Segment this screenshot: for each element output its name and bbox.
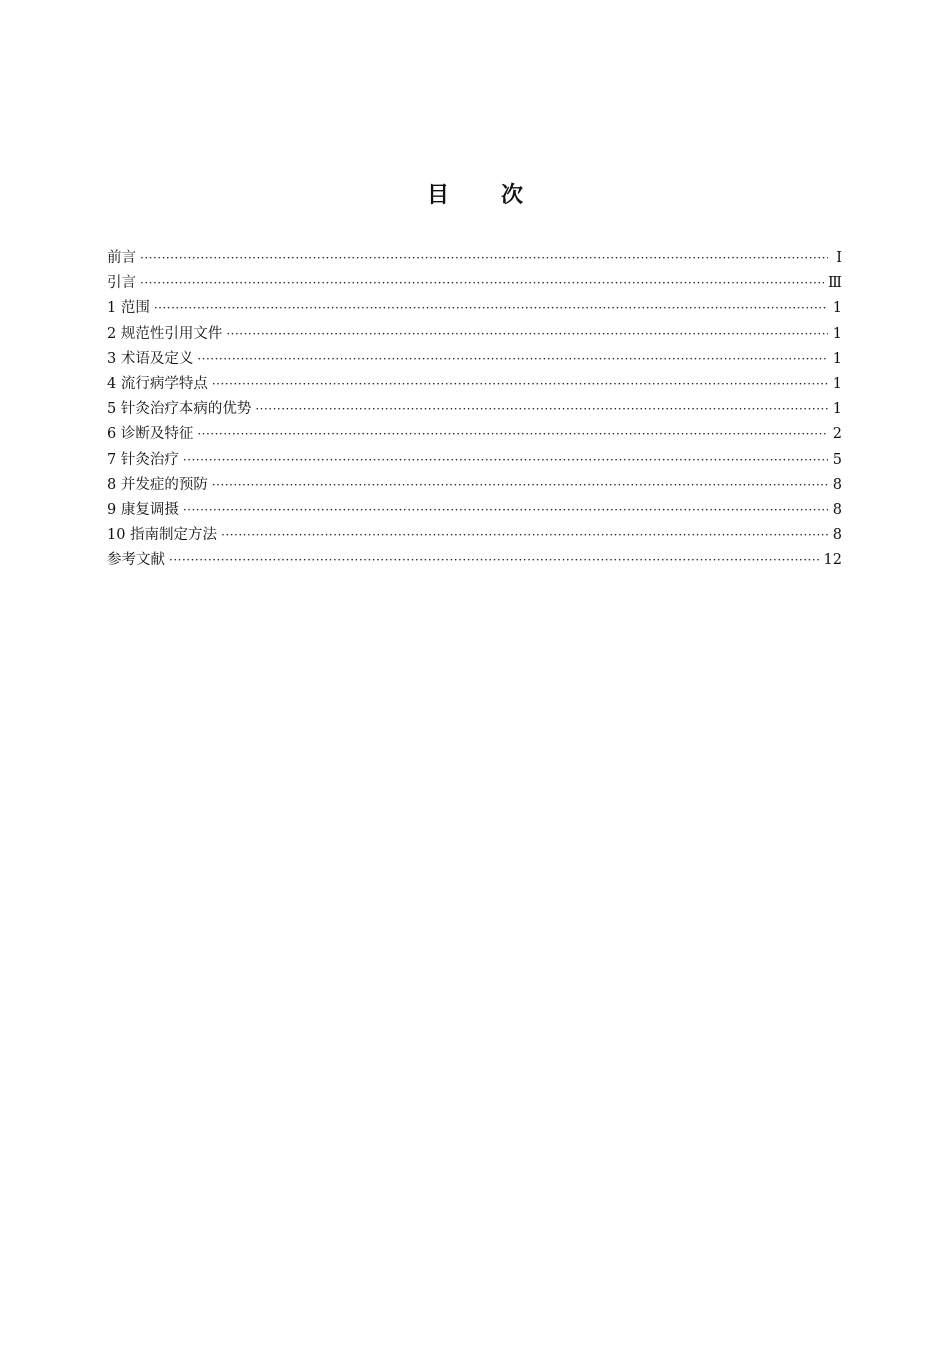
title-char-2: 次 [501, 183, 524, 208]
page-title [0, 178, 950, 209]
toc-page-number: Ⅲ [828, 275, 842, 292]
toc-leader-dots [221, 523, 828, 548]
toc-item-acupuncture-treatment[interactable] [107, 448, 842, 473]
toc-leader-dots [212, 473, 828, 498]
toc-item-scope[interactable] [107, 296, 842, 321]
toc-page-number: 1 [832, 300, 842, 317]
toc-item-diagnosis[interactable] [107, 422, 842, 447]
toc-page-number: 8 [832, 501, 842, 518]
toc-item-label: 2 规范性引用文件 [107, 325, 223, 342]
toc-item-guideline-methods[interactable] [107, 523, 842, 548]
title-char-1: 目 [426, 183, 449, 208]
toc-item-label: 参考文献 [107, 552, 165, 569]
toc-leader-dots [183, 448, 828, 473]
toc-page-number: Ⅰ [836, 250, 842, 266]
toc-item-foreword[interactable] [107, 246, 842, 271]
toc-leader-dots [169, 548, 820, 573]
toc-page-number: 1 [832, 401, 842, 418]
toc-item-label: 3 术语及定义 [107, 350, 194, 367]
toc-item-rehabilitation[interactable] [107, 498, 842, 523]
toc-item-normative-references[interactable] [107, 322, 842, 347]
toc-item-terms-definitions[interactable] [107, 347, 842, 372]
toc-leader-dots [140, 246, 828, 271]
toc-item-label: 10 指南制定方法 [107, 527, 218, 544]
toc-page-number: 8 [832, 527, 842, 544]
toc-item-label: 前言 [107, 250, 136, 266]
toc-page-number: 1 [832, 325, 842, 342]
toc-item-label: 7 针灸治疗 [107, 451, 179, 468]
toc-item-label: 引言 [107, 275, 136, 292]
toc-leader-dots [140, 271, 824, 296]
table-of-contents [107, 246, 842, 573]
toc-page-number: 12 [823, 552, 842, 569]
toc-item-label: 5 针灸治疗本病的优势 [107, 401, 252, 418]
toc-leader-dots [226, 322, 828, 347]
toc-leader-dots [197, 422, 828, 447]
toc-leader-dots [154, 296, 828, 321]
toc-item-label: 9 康复调摄 [107, 501, 179, 518]
toc-page-number: 5 [832, 451, 842, 468]
toc-item-label: 4 流行病学特点 [107, 375, 208, 392]
toc-item-label: 8 并发症的预防 [107, 476, 208, 493]
toc-page-number: 8 [832, 476, 842, 493]
toc-leader-dots [197, 347, 828, 372]
toc-item-epidemiology[interactable] [107, 372, 842, 397]
toc-leader-dots [255, 397, 828, 422]
toc-item-complication-prevention[interactable] [107, 473, 842, 498]
toc-page-number: 1 [832, 375, 842, 392]
toc-leader-dots [212, 372, 828, 397]
toc-leader-dots [183, 498, 828, 523]
toc-item-introduction[interactable] [107, 271, 842, 296]
toc-item-label: 1 范围 [107, 300, 150, 317]
toc-item-advantages[interactable] [107, 397, 842, 422]
toc-page-number: 1 [832, 350, 842, 367]
toc-item-references[interactable] [107, 548, 842, 573]
toc-page-number: 2 [832, 426, 842, 443]
toc-item-label: 6 诊断及特征 [107, 426, 194, 443]
